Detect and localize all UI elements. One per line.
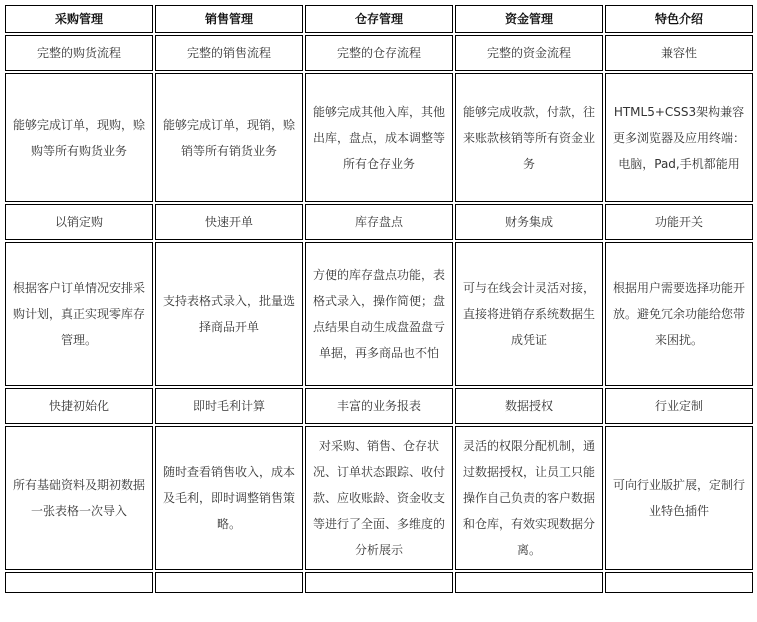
description-cell: 可与在线会计灵活对接，直接将进销存系统数据生成凭证: [455, 242, 603, 386]
subtitle-cell: 功能开关: [605, 204, 753, 240]
description-cell: HTML5+CSS3架构兼容更多浏览器及应用终端：电脑，Pad,手机都能用: [605, 73, 753, 202]
description-cell: 能够完成其他入库，其他出库，盘点，成本调整等所有仓存业务: [305, 73, 453, 202]
description-cell: 根据用户需要选择功能开放。避免冗余功能给您带来困扰。: [605, 242, 753, 386]
empty-cell: [5, 572, 153, 593]
subtitle-cell: 完整的购货流程: [5, 35, 153, 71]
subtitle-cell: 快速开单: [155, 204, 303, 240]
subtitle-cell: 完整的销售流程: [155, 35, 303, 71]
description-row: [5, 242, 753, 386]
description-cell: 对采购、销售、仓存状况、订单状态跟踪、收付款、应收账龄、资金收支等进行了全面、多维度的分析展示: [305, 426, 453, 570]
description-row: [5, 426, 753, 570]
description-cell: 可向行业版扩展，定制行业特色插件: [605, 426, 753, 570]
description-cell: 支持表格式录入，批量选择商品开单: [155, 242, 303, 386]
empty-cell: [605, 572, 753, 593]
column-header-purchase: 采购管理: [5, 5, 153, 33]
empty-cell: [305, 572, 453, 593]
subtitle-cell: 快捷初始化: [5, 388, 153, 424]
subtitle-row: [5, 35, 753, 71]
description-cell: 方便的库存盘点功能，表格式录入，操作简便；盘点结果自动生成盘盈盘亏单据，再多商品也不怕: [305, 242, 453, 386]
column-header-sales: 销售管理: [155, 5, 303, 33]
subtitle-cell: 行业定制: [605, 388, 753, 424]
subtitle-row: [5, 204, 753, 240]
empty-row: [5, 572, 753, 593]
subtitle-cell: 库存盘点: [305, 204, 453, 240]
subtitle-row: [5, 388, 753, 424]
subtitle-cell: 财务集成: [455, 204, 603, 240]
subtitle-cell: 数据授权: [455, 388, 603, 424]
description-row: [5, 73, 753, 202]
empty-cell: [155, 572, 303, 593]
column-header-inventory: 仓存管理: [305, 5, 453, 33]
subtitle-cell: 丰富的业务报表: [305, 388, 453, 424]
column-header-features: 特色介绍: [605, 5, 753, 33]
subtitle-cell: 兼容性: [605, 35, 753, 71]
subtitle-cell: 完整的资金流程: [455, 35, 603, 71]
subtitle-cell: 以销定购: [5, 204, 153, 240]
description-cell: 能够完成订单，现购，赊购等所有购货业务: [5, 73, 153, 202]
header-row: [5, 5, 753, 33]
description-cell: 能够完成订单，现销，赊销等所有销货业务: [155, 73, 303, 202]
feature-table: [3, 3, 755, 595]
description-cell: 随时查看销售收入，成本及毛利，即时调整销售策略。: [155, 426, 303, 570]
description-cell: 灵活的权限分配机制，通过数据授权，让员工只能操作自己负责的客户数据和仓库，有效实现数据分离。: [455, 426, 603, 570]
column-header-funds: 资金管理: [455, 5, 603, 33]
description-cell: 能够完成收款，付款，往来账款核销等所有资金业务: [455, 73, 603, 202]
description-cell: 所有基础资料及期初数据一张表格一次导入: [5, 426, 153, 570]
empty-cell: [455, 572, 603, 593]
description-cell: 根据客户订单情况安排采购计划，真正实现零库存管理。: [5, 242, 153, 386]
subtitle-cell: 即时毛利计算: [155, 388, 303, 424]
subtitle-cell: 完整的仓存流程: [305, 35, 453, 71]
